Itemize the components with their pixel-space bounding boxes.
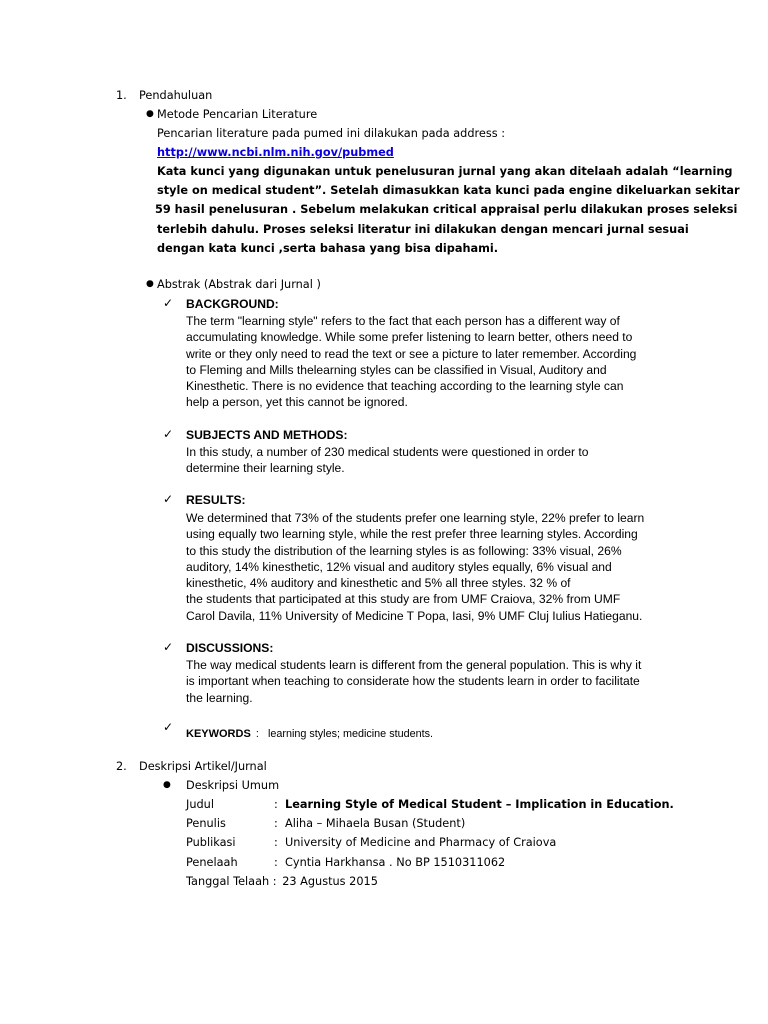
- bullet-icon: ●: [146, 109, 154, 119]
- row-tanggal-telaah: [186, 872, 674, 891]
- row-label: Penulis: [186, 817, 226, 831]
- row-label: Penelaah: [186, 855, 238, 869]
- text-line: to this study the distribution of the learning styles is as following: 33% visual, 26%: [186, 543, 622, 558]
- text-line: the learning.: [186, 690, 253, 705]
- subjects-heading: SUBJECTS AND METHODS:: [186, 428, 348, 442]
- checkmark-icon: ✓: [163, 427, 174, 441]
- text-line: determine their learning style.: [186, 461, 345, 476]
- section-1-number: 1.: [116, 89, 127, 102]
- row-colon: :: [274, 798, 278, 811]
- row-value: Cyntia Harkhansa . No BP 1510311062: [285, 855, 506, 869]
- background-heading: BACKGROUND:: [186, 297, 279, 311]
- subjects-text: [186, 444, 588, 477]
- checkmark-icon: ✓: [163, 720, 174, 734]
- text-line: is important when teaching to considerate how the students learn in order to facilitate: [186, 674, 640, 689]
- checkmark-icon: ✓: [163, 492, 174, 506]
- text-line: kinesthetic, 4% auditory and kinesthetic and 5% all three styles. 32 % of: [186, 576, 571, 591]
- row-label: Judul: [186, 798, 214, 811]
- paragraph-line: Kata kunci yang digunakan untuk penelusuran jurnal yang akan ditelaah adalah “learning: [157, 165, 733, 178]
- text-line: The way medical students learn is different from the general population. This is why it: [186, 658, 642, 672]
- text-line: help a person, yet this cannot be ignored.: [186, 395, 408, 410]
- text-line: We determined that 73% of the students prefer one learning style, 22% prefer to learn: [186, 511, 645, 525]
- bullet-icon: ●: [163, 780, 171, 790]
- pubmed-link[interactable]: http://www.ncbi.nlm.nih.gov/pubmed: [157, 146, 394, 159]
- row-value: 23 Agustus 2015: [282, 874, 378, 888]
- row-penelaah: [186, 853, 674, 872]
- text-line: The term "learning style" refers to the fact that each person has a different way of: [186, 314, 620, 328]
- row-colon: :: [272, 874, 277, 888]
- text-line: the students that participated at this study are from UMF Craiova, 32% from UMF: [186, 592, 621, 607]
- row-colon: :: [274, 836, 278, 850]
- section-2-number: 2.: [116, 760, 127, 773]
- results-heading: RESULTS:: [186, 493, 246, 507]
- text-line: accumulating knowledge. While some prefer listening to learn better, others need to: [186, 330, 633, 345]
- metode-paragraph: [157, 162, 740, 258]
- keywords-separator: :: [255, 728, 259, 740]
- discussions-text: [186, 657, 641, 706]
- text-line: using equally two learning style, while the rest prefer three learning styles. According: [186, 527, 638, 542]
- keywords-heading: KEYWORDS: [186, 728, 251, 740]
- deskripsi-table: [186, 795, 674, 891]
- row-colon: :: [274, 817, 278, 831]
- paragraph-line: style on medical student”. Setelah dimasukkan kata kunci pada engine dikeluarkan sekitar: [157, 184, 740, 198]
- bullet-icon: ●: [146, 279, 154, 289]
- metode-title: Metode Pencarian Literature: [157, 108, 318, 121]
- row-value: Aliha – Mihaela Busan (Student): [285, 817, 466, 831]
- text-line: write or they only need to read the text or see a picture to later remember. According: [186, 346, 637, 361]
- abstrak-title: Abstrak (Abstrak dari Jurnal ): [157, 278, 321, 291]
- row-penulis: [186, 814, 674, 833]
- metode-intro: Pencarian literature pada pumed ini dilakukan pada address :: [157, 127, 506, 140]
- text-line: Carol Davila, 11% University of Medicine T Popa, Iasi, 9% UMF Cluj Iulius Hatieganu.: [186, 608, 643, 623]
- results-text: [186, 510, 644, 624]
- paragraph-line: 59 hasil penelusuran . Sebelum melakukan critical appraisal perlu dilakukan proses seleksi: [155, 203, 738, 217]
- keywords-value: learning styles; medicine students.: [267, 728, 434, 740]
- discussions-heading: DISCUSSIONS:: [186, 641, 274, 655]
- row-publikasi: [186, 833, 674, 852]
- background-text: [186, 313, 636, 411]
- row-judul: [186, 795, 674, 814]
- text-line: to Fleming and Mills thelearning styles can be classified in Visual, Auditory and: [186, 362, 607, 377]
- keywords-row: [186, 722, 433, 741]
- text-line: In this study, a number of 230 medical students were questioned in order to: [186, 445, 589, 459]
- row-value: Learning Style of Medical Student – Implication in Education.: [285, 798, 674, 811]
- row-value: University of Medicine and Pharmacy of Craiova: [285, 836, 557, 850]
- deskripsi-umum-title: Deskripsi Umum: [186, 779, 280, 792]
- checkmark-icon: ✓: [163, 296, 174, 310]
- section-1-title: Pendahuluan: [139, 89, 213, 102]
- checkmark-icon: ✓: [163, 640, 174, 654]
- paragraph-line: dengan kata kunci ,serta bahasa yang bisa dipahami.: [157, 241, 499, 255]
- row-colon: :: [274, 855, 278, 869]
- text-line: Kinesthetic. There is no evidence that teaching according to the learning style can: [186, 379, 624, 394]
- row-label: Tanggal Telaah: [186, 874, 270, 888]
- section-2-title: Deskripsi Artikel/Jurnal: [139, 760, 267, 773]
- text-line: auditory, 14% kinesthetic, 12% visual and auditory styles equally, 6% visual and: [186, 559, 612, 574]
- row-label: Publikasi: [186, 836, 236, 850]
- paragraph-line: terlebih dahulu. Proses seleksi literatur ini dilakukan dengan mencari jurnal sesuai: [157, 222, 689, 236]
